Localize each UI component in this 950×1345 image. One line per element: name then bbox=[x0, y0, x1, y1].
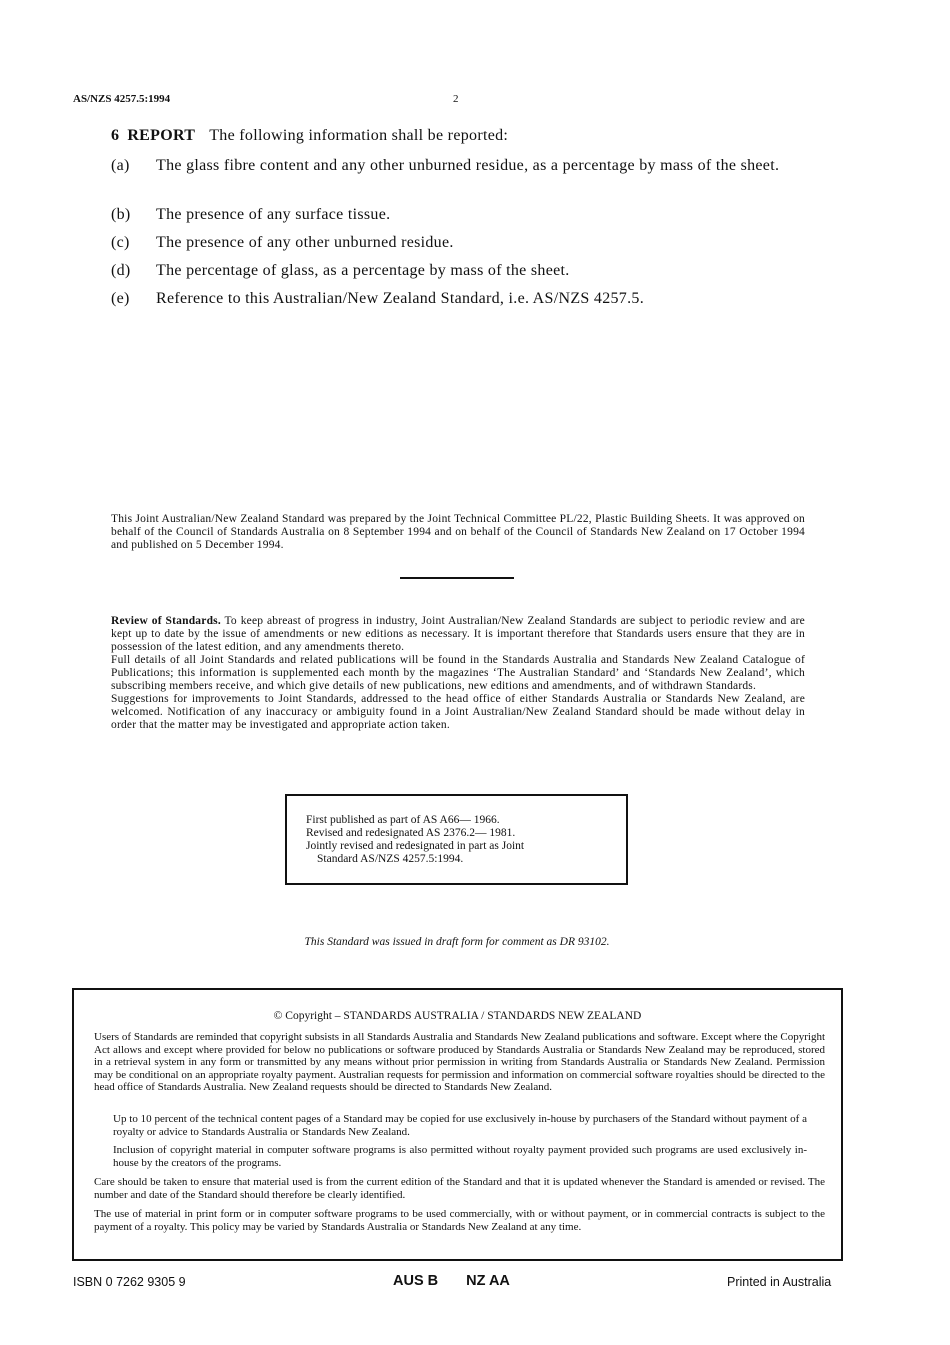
section-title: REPORT bbox=[127, 127, 196, 144]
list-item-text: The presence of any other unburned residue. bbox=[156, 234, 454, 251]
publication-history-line: Standard AS/NZS 4257.5:1994. bbox=[317, 853, 464, 865]
isbn: ISBN 0 7262 9305 9 bbox=[73, 1275, 186, 1289]
review-text-1: To keep abreast of progress in industry, Joint Australian/New Zealand Standards are subject to periodic review and are kept up to date by the issue of amendments or new editions as necessary. It is important therefore that Standards users ensure that they are in possession of the latest edition, and any amendments thereto. bbox=[111, 615, 805, 653]
publication-history-box bbox=[285, 794, 628, 885]
list-item-text: The presence of any surface tissue. bbox=[156, 206, 391, 223]
publication-history-line: First published as part of AS A66— 1966. bbox=[306, 814, 500, 826]
review-title: Review of Standards. bbox=[111, 615, 221, 627]
copyright-title: © Copyright – STANDARDS AUSTRALIA / STANDARDS NEW ZEALAND bbox=[273, 1010, 642, 1022]
printed-in: Printed in Australia bbox=[727, 1275, 832, 1289]
list-item-label: (e) bbox=[111, 290, 130, 307]
divider bbox=[400, 577, 514, 579]
list-item-label: (a) bbox=[111, 157, 130, 174]
price-codes bbox=[393, 1273, 510, 1289]
preparation-note: This Joint Australian/New Zealand Standard was prepared by the Joint Technical Committee PL/22, Plastic Building Sheets. It was approved on behalf of the Council of Standards Australia on 8 September 1994 and on behalf of the Council of Standards New Zealand on 17 October 1994 and published on 5 December 1994. bbox=[111, 513, 805, 551]
copyright-para-2: Up to 10 percent of the technical content pages of a Standard may be copied for use exclusively in-house by purchasers of the Standard without payment of a royalty or advice to Standards Australia or Standards New Zealand. bbox=[113, 1113, 807, 1138]
review-of-standards bbox=[111, 615, 805, 732]
list-item-label: (c) bbox=[111, 234, 130, 251]
publication-history-line: Jointly revised and redesignated in part as Joint bbox=[306, 840, 525, 852]
list-item-text: The percentage of glass, as a percentage by mass of the sheet. bbox=[156, 262, 570, 279]
review-para-1 bbox=[111, 615, 805, 654]
copyright-para-5: The use of material in print form or in computer software programs to be used commercially, with or without payment, or in commercial contracts is subject to the payment of a royalty. This policy may be varied by Standards Australia or Standards New Zealand at any time. bbox=[94, 1208, 825, 1233]
draft-note: This Standard was issued in draft form for comment as DR 93102. bbox=[304, 936, 610, 948]
list-item-label: (d) bbox=[111, 262, 131, 279]
page-number: 2 bbox=[453, 93, 459, 105]
copyright-box bbox=[72, 988, 843, 1261]
standard-code: AS/NZS 4257.5:1994 bbox=[73, 93, 171, 105]
section-number: 6 bbox=[111, 127, 120, 144]
copyright-para-1: Users of Standards are reminded that copyright subsists in all Standards Australia and Standards New Zealand publications and software. Except where the Copyright Act allows and except where provided for below no publications or software produced by Standards Australia or Standards New Zealand may be reproduced, stored in a retrieval system in any form or transmitted by any means without prior permission in writing from Standards Australia or Standards New Zealand. Permission may be conditional on an appropriate royalty payment. Australian requests for permission and information on commercial software royalties should be directed to the head office of Standards Australia. New Zealand requests should be directed to Standards New Zealand. bbox=[94, 1031, 825, 1094]
price-code-nz: NZ AA bbox=[466, 1273, 510, 1289]
copyright-para-3: Inclusion of copyright material in computer software programs is also permitted without royalty payment provided such programs are used exclusively in-house by the creators of the programs. bbox=[113, 1144, 807, 1169]
section-intro: The following information shall be reported: bbox=[209, 127, 509, 144]
list-item-text: Reference to this Australian/New Zealand Standard, i.e. AS/NZS 4257.5. bbox=[156, 290, 645, 307]
list-item-text: The glass fibre content and any other unburned residue, as a percentage by mass of the sheet. bbox=[156, 157, 780, 174]
section-heading bbox=[111, 127, 811, 145]
list-item-label: (b) bbox=[111, 206, 131, 223]
publication-history-line: Revised and redesignated AS 2376.2— 1981. bbox=[306, 827, 516, 839]
review-para-2: Full details of all Joint Standards and related publications will be found in the Standards Australia and Standards New Zealand Catalogue of Publications; this information is supplemented each month by the magazines ‘The Australian Standard’ and ‘Standards New Zealand’, which subscribing members receive, and which give details of new publications, new editions and amendments, and of withdrawn Standards. bbox=[111, 654, 805, 692]
copyright-para-4: Care should be taken to ensure that material used is from the current edition of the Standard and that it is updated whenever the Standard is amended or revised. The number and date of the Standard should therefore be clearly identified. bbox=[94, 1176, 825, 1201]
review-para-3: Suggestions for improvements to Joint Standards, addressed to the head office of either Standards Australia or Standards New Zealand, are welcomed. Notification of any inaccuracy or ambiguity found in a Joint Australian/New Zealand Standard should be made without delay in order that the matter may be investigated and appropriate action taken. bbox=[111, 693, 805, 731]
price-code-aus: AUS B bbox=[393, 1273, 439, 1289]
